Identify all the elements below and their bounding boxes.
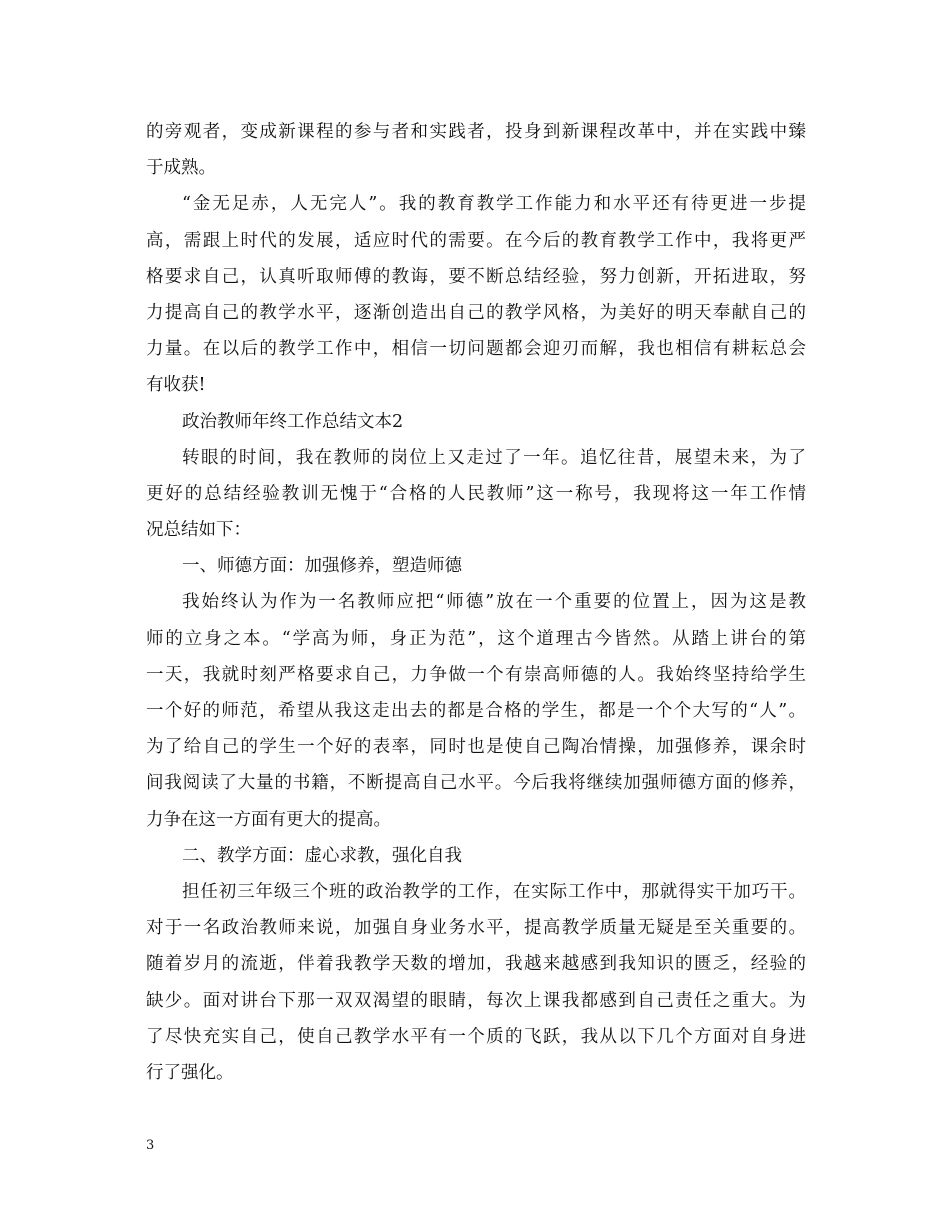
text-line: 一、师德方面：加强修养，塑造师德 [182,556,462,577]
document-body [146,114,806,1091]
text-line: “金无足赤，人无完人”。我的教育教学工作能力和水平还有待更进一步提 [182,194,806,215]
text-line: 间我阅读了大量的书籍，不断提高自己水平。今后我将继续加强师德方面的修养， [146,773,806,794]
text-line: 更好的总结经验教训无愧于“合格的人民教师”这一称号，我现将这一年工作情 [146,483,806,504]
text-line: 于成熟。 [146,158,216,179]
text-line: 了尽快充实自己，使自己教学水平有一个质的飞跃，我从以下几个方面对自身进 [146,1026,806,1047]
text-line: 的旁观者，变成新课程的参与者和实践者，投身到新课程改革中，并在实践中臻 [146,122,806,142]
text-line: 转眼的时间，我在教师的岗位上又走过了一年。追忆往昔，展望未来，为了 [182,447,806,468]
text-line: 有收获! [146,375,206,396]
text-line: 师的立身之本。“学高为师，身正为范”，这个道理古今皆然。从踏上讲台的第 [146,628,806,649]
text-line: 一个好的师范，希望从我这走出去的都是合格的学生，都是一个个大写的“人”。 [146,701,806,721]
paragraph [146,404,806,440]
text-line: 高，需跟上时代的发展，适应时代的需要。在今后的教育教学工作中，我将更严 [146,230,806,251]
paragraph [146,186,806,403]
text-line: 缺少。面对讲台下那一双双渴望的眼睛，每次上课我都感到自己责任之重大。为 [146,990,806,1011]
text-line: 力量。在以后的教学工作中，相信一切问题都会迎刃而解，我也相信有耕耘总会 [146,339,806,360]
paragraph [146,838,806,874]
page-number: 3 [146,1138,155,1153]
text-line: 力争在这一方面有更大的提高。 [146,809,391,830]
text-line: 政治教师年终工作总结文本2 [182,411,404,432]
text-line: 行了强化。 [146,1062,234,1083]
text-line: 格要求自己，认真听取师傅的教诲，要不断总结经验，努力创新，开拓进取，努 [146,266,806,287]
text-line: 力提高自己的教学水平，逐渐创造出自己的教学风格，为美好的明天奉献自己的 [146,302,806,323]
paragraph [146,114,806,186]
text-line: 我始终认为作为一名教师应把“师德”放在一个重要的位置上，因为这是教 [182,592,806,613]
text-line: 况总结如下： [146,520,251,541]
paragraph [146,440,806,549]
text-line: 二、教学方面：虚心求教，强化自我 [182,845,462,866]
text-line: 担任初三年级三个班的政治教学的工作，在实际工作中，那就得实干加巧干。 [182,881,806,902]
text-line: 一天，我就时刻严格要求自己，力争做一个有崇高师德的人。我始终坚持给学生 [146,664,806,685]
text-line: 随着岁月的流逝，伴着我教学天数的增加，我越来越感到我知识的匮乏，经验的 [146,954,806,975]
text-line: 对于一名政治教师来说，加强自身业务水平，提高教学质量无疑是至关重要的。 [146,918,806,939]
text-line: 为了给自己的学生一个好的表率，同时也是使自己陶冶情操，加强修养，课余时 [146,737,806,758]
paragraph [146,548,806,584]
paragraph [146,584,806,837]
paragraph [146,874,806,1091]
